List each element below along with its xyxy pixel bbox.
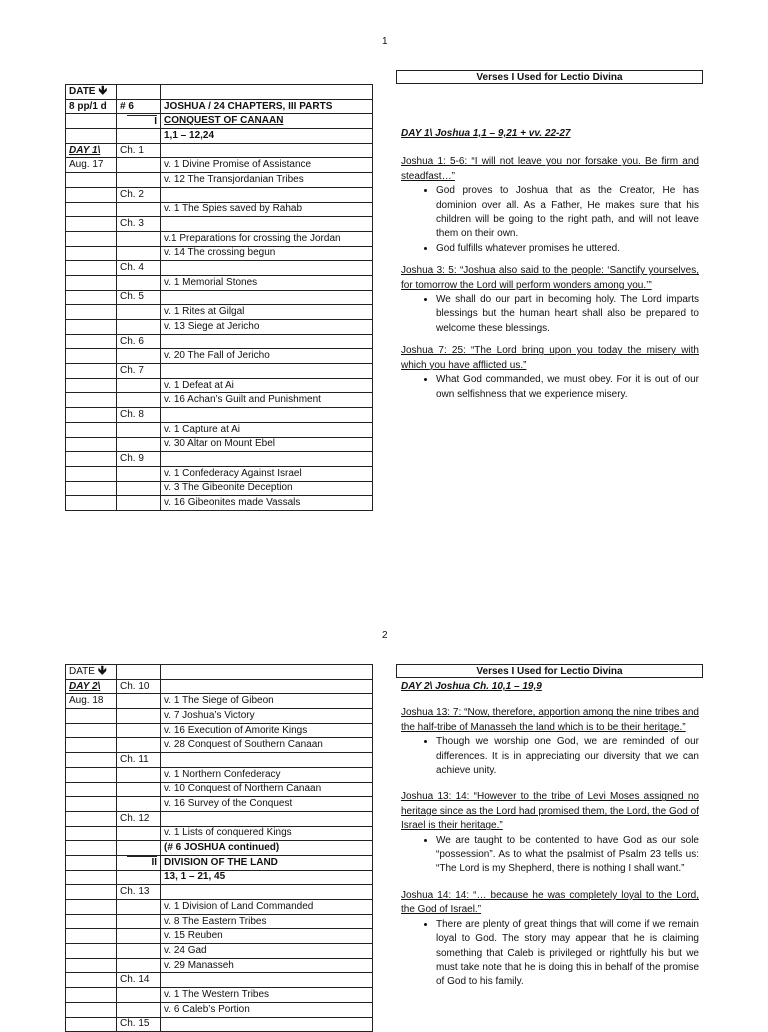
verses-header: Verses I Used for Lectio Divina <box>396 70 703 84</box>
part-title: CONQUEST OF CANAAN <box>161 114 373 129</box>
reflection-item: • Though we worship one God, we are reminded of our differences. It is in appreciating our diversity that we can achieve unity. <box>436 735 699 778</box>
chapter-cell: Ch. 10 <box>117 679 161 694</box>
chapter-cell: Ch. 15 <box>117 1017 161 1032</box>
table-row <box>66 158 373 173</box>
date-header: DATE 🡻 <box>66 665 117 680</box>
section-cell: v. 1 Division of Land Commanded <box>161 900 373 915</box>
table-row <box>66 694 373 709</box>
chapter-cell: Ch. 11 <box>117 753 161 768</box>
section-cell: v. 7 Joshua’s Victory <box>161 709 373 724</box>
table-row <box>66 114 373 129</box>
table-row <box>66 723 373 738</box>
day-heading: DAY 1\ Joshua 1,1 – 9,21 + vv. 22-27 <box>401 128 571 139</box>
table-row <box>66 217 373 232</box>
table-row <box>66 261 373 276</box>
section-cell: v. 16 Survey of the Conquest <box>161 797 373 812</box>
section-cell: v. 24 Gad <box>161 944 373 959</box>
section-cell: v. 1 Confederacy Against Israel <box>161 466 373 481</box>
section-cell: v. 1 The Western Tribes <box>161 988 373 1003</box>
reflection-item: • God fulfills whatever promises he uttered. <box>436 242 699 256</box>
table-row <box>66 173 373 188</box>
date-cell: Aug. 17 <box>66 158 117 173</box>
reflection-item: • God proves to Joshua that as the Creator, He has dominion over all. As a Father, He makes sure that his children will be going to the right path, and will not leave them on their own. <box>436 184 699 242</box>
table-row <box>66 187 373 202</box>
notes-column <box>401 680 699 990</box>
table-row <box>66 797 373 812</box>
table-row <box>66 841 373 856</box>
page-number: 2 <box>382 630 388 641</box>
reflection-list <box>401 834 699 877</box>
chapter-cell: Ch. 1 <box>117 143 161 158</box>
table-row <box>66 767 373 782</box>
book-title: JOSHUA / 24 CHAPTERS, III PARTS <box>161 99 373 114</box>
section-cell: v. 10 Conquest of Northern Canaan <box>161 782 373 797</box>
table-row <box>66 709 373 724</box>
verse-quote: Joshua 3: 5: “Joshua also said to the people: ‘Sanctify yourselves, for tomorrow the Lord will perform wonders among you.’” <box>401 265 699 291</box>
section-cell: v. 16 Gibeonites made Vassals <box>161 496 373 511</box>
table-row <box>66 973 373 988</box>
table-row <box>66 99 373 114</box>
part-range: 1,1 – 12,24 <box>161 129 373 144</box>
verse-quote: Joshua 7: 25: “The Lord bring upon you today the misery with which you have afflicted us.” <box>401 345 699 371</box>
verses-header: Verses I Used for Lectio Divina <box>396 664 703 678</box>
table-row <box>66 855 373 870</box>
arrow-down-icon: 🡻 <box>97 664 107 678</box>
chapter-cell: Ch. 3 <box>117 217 161 232</box>
table-row <box>66 143 373 158</box>
section-cell: v. 6 Caleb’s Portion <box>161 1002 373 1017</box>
reading-plan-table <box>65 664 373 1032</box>
verse-quote: Joshua 13: 7: “Now, therefore, apportion among the nine tribes and the half-tribe of Manasseh the land which is to be their heritage.” <box>401 707 699 733</box>
table-row <box>66 408 373 423</box>
table-row <box>66 349 373 364</box>
table-row <box>66 290 373 305</box>
reflection-list <box>401 373 699 402</box>
table-row <box>66 988 373 1003</box>
chapter-cell: Ch. 2 <box>117 187 161 202</box>
table-row <box>66 958 373 973</box>
chapter-cell: Ch. 12 <box>117 811 161 826</box>
table-row <box>66 782 373 797</box>
table-row <box>66 900 373 915</box>
day-label: DAY 2\ <box>66 679 117 694</box>
table-row <box>66 944 373 959</box>
chapter-cell: Ch. 6 <box>117 334 161 349</box>
reflection-item: • We shall do our part in becoming holy. The Lord imparts blessings but the human heart shall also be prepared to welcome these blessings. <box>436 293 699 336</box>
reflection-item: • What God commanded, we must obey. For it is out of our own selfishness that we experience misery. <box>436 373 699 402</box>
reading-plan-table <box>65 84 373 511</box>
section-cell: v. 28 Conquest of Southern Canaan <box>161 738 373 753</box>
chapter-cell: Ch. 7 <box>117 364 161 379</box>
chapter-cell: Ch. 5 <box>117 290 161 305</box>
section-cell: v. 1 Lists of conquered Kings <box>161 826 373 841</box>
table-row <box>66 929 373 944</box>
section-cell: v. 14 The crossing begun <box>161 246 373 261</box>
table-row <box>66 246 373 261</box>
table-row <box>66 885 373 900</box>
table-row <box>66 452 373 467</box>
section-cell: v. 1 Capture at Ai <box>161 422 373 437</box>
table-row <box>66 665 373 680</box>
part-title: DIVISION OF THE LAND <box>161 855 373 870</box>
section-cell: v. 16 Achan’s Guilt and Punishment <box>161 393 373 408</box>
section-cell: v. 20 The Fall of Jericho <box>161 349 373 364</box>
table-row <box>66 870 373 885</box>
table-row <box>66 364 373 379</box>
section-cell: v. 30 Altar on Mount Ebel <box>161 437 373 452</box>
table-row <box>66 1017 373 1032</box>
table-row <box>66 231 373 246</box>
table-row <box>66 914 373 929</box>
section-cell: v. 12 The Transjordanian Tribes <box>161 173 373 188</box>
table-row <box>66 1002 373 1017</box>
table-row <box>66 753 373 768</box>
chapter-cell: Ch. 9 <box>117 452 161 467</box>
section-cell: v. 1 The Spies saved by Rahab <box>161 202 373 217</box>
table-row <box>66 738 373 753</box>
table-row <box>66 466 373 481</box>
table-row <box>66 393 373 408</box>
table-row <box>66 811 373 826</box>
part-number: II <box>117 855 161 870</box>
reflection-item: • There are plenty of great things that will come if we remain loyal to God. The story may appear that he is claiming something that Caleb is privileged or rightfully his but we must take note that he is doing this in behalf of the promise of God to his family. <box>436 918 699 990</box>
pace-label: 8 pp/1 d <box>66 99 117 114</box>
table-row <box>66 275 373 290</box>
day-heading: DAY 2\ Joshua Ch. 10,1 – 19,9 <box>401 681 542 692</box>
reflection-list <box>401 184 699 256</box>
section-cell: v. 15 Reuben <box>161 929 373 944</box>
reflection-list <box>401 918 699 990</box>
table-row <box>66 305 373 320</box>
section-cell: v. 1 Northern Confederacy <box>161 767 373 782</box>
arrow-down-icon: 🡻 <box>98 84 108 98</box>
continued-note: (# 6 JOSHUA continued) <box>161 841 373 856</box>
part-number: I <box>117 114 161 129</box>
verse-quote: Joshua 1: 5-6: “I will not leave you nor forsake you. Be firm and steadfast…” <box>401 156 699 182</box>
date-cell: Aug. 18 <box>66 694 117 709</box>
section-cell: v. 29 Manasseh <box>161 958 373 973</box>
table-row <box>66 334 373 349</box>
section-cell: v. 16 Execution of Amorite Kings <box>161 723 373 738</box>
page-number: 1 <box>382 36 388 47</box>
section-cell: v. 1 Memorial Stones <box>161 275 373 290</box>
reflection-item: • We are taught to be contented to have God as our sole “possession”. As to what the psalmist of Psalm 23 tells us: “The Lord is my Shepherd, there is nothing I shall want.” <box>436 834 699 877</box>
verse-quote: Joshua 14: 14: “… because he was completely loyal to the Lord, the God of Israel.” <box>401 889 699 916</box>
table-row <box>66 129 373 144</box>
date-header: DATE 🡻 <box>66 85 117 100</box>
reflection-list <box>401 735 699 778</box>
part-range: 13, 1 – 21, 45 <box>161 870 373 885</box>
section-cell: v. 1 Rites at Gilgal <box>161 305 373 320</box>
chapter-cell: Ch. 4 <box>117 261 161 276</box>
day-label: DAY 1\ <box>66 143 117 158</box>
section-cell: v. 1 Divine Promise of Assistance <box>161 158 373 173</box>
chapter-cell: Ch. 8 <box>117 408 161 423</box>
table-row <box>66 679 373 694</box>
section-cell: v. 1 The Siege of Gibeon <box>161 694 373 709</box>
table-row <box>66 320 373 335</box>
notes-column <box>401 127 699 402</box>
table-row <box>66 826 373 841</box>
section-cell: v. 1 Defeat at Ai <box>161 378 373 393</box>
chapter-cell: Ch. 13 <box>117 885 161 900</box>
table-row <box>66 422 373 437</box>
reflection-list <box>401 293 699 336</box>
chapter-cell: Ch. 14 <box>117 973 161 988</box>
table-row <box>66 202 373 217</box>
table-row <box>66 437 373 452</box>
book-number: # 6 <box>117 99 161 114</box>
verse-quote: Joshua 13: 14: “However to the tribe of Levi Moses assigned no heritage since as the Lord had promised them, the Lord, the God of Israel is their heritage.” <box>401 791 699 832</box>
table-row <box>66 85 373 100</box>
section-cell: v.1 Preparations for crossing the Jordan <box>161 231 373 246</box>
table-row <box>66 378 373 393</box>
section-cell: v. 13 Siege at Jericho <box>161 320 373 335</box>
table-row <box>66 496 373 511</box>
section-cell: v. 3 The Gibeonite Deception <box>161 481 373 496</box>
section-cell: v. 8 The Eastern Tribes <box>161 914 373 929</box>
table-row <box>66 481 373 496</box>
